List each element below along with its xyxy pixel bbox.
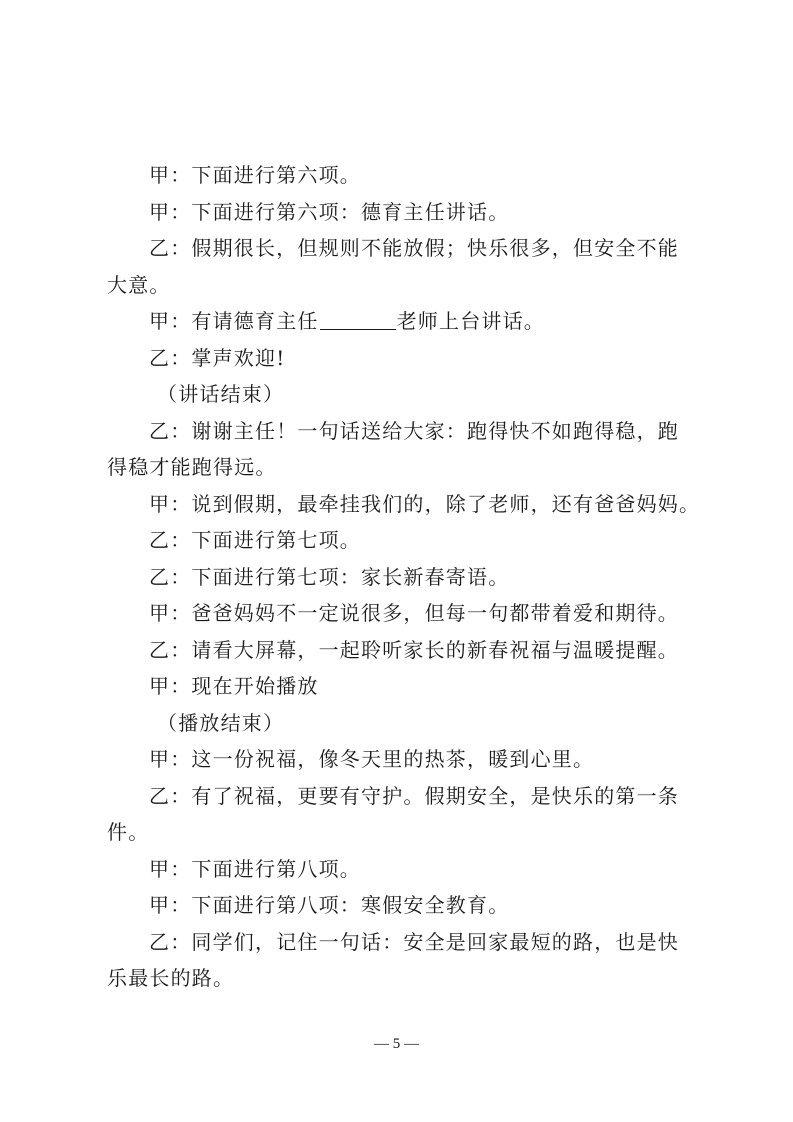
text-line: 乙：下面进行第七项：家长新春寄语。 — [149, 564, 510, 589]
text-segment: 老师上台讲话。 — [396, 309, 546, 333]
fill-in-blank — [320, 307, 396, 330]
page-number: — 5 — — [374, 1036, 419, 1052]
text-line: 甲：说到假期，最牵挂我们的，除了老师，还有爸爸妈妈。 — [149, 491, 701, 516]
text-line-with-blank — [107, 303, 689, 340]
text-line: 大意。 — [107, 272, 171, 297]
text-line: 乙：假期很长，但规则不能放假；快乐很多，但安全不能 — [149, 236, 679, 260]
text-line: 乐最长的路。 — [107, 966, 235, 990]
text-line: 乙：请看大屏幕，一起聆听家长的新春祝福与温暖提醒。 — [149, 637, 679, 662]
text-line: 甲：现在开始播放 — [149, 674, 319, 698]
text-line: 乙：掌声欢迎! — [149, 345, 286, 370]
stage-direction: （讲话结束） — [157, 382, 285, 406]
text-line: 甲：爸爸妈妈不一定说很多，但每一句都带着爱和期待。 — [149, 601, 679, 625]
text-line: 甲：下面进行第八项：寒假安全教育。 — [149, 893, 510, 917]
text-line: 甲：这一份祝福，像冬天里的热茶，暖到心里。 — [149, 747, 595, 771]
stage-direction: （播放结束） — [157, 710, 285, 735]
text-line: 甲：下面进行第六项：德育主任讲话。 — [149, 199, 510, 224]
text-line: 乙：有了祝福，更要有守护。假期安全，是快乐的第一条 — [149, 783, 679, 808]
text-line: 乙：同学们，记住一句话：安全是回家最短的路，也是快 — [149, 929, 679, 954]
document-body — [107, 157, 701, 997]
text-line: 甲：下面进行第八项。 — [149, 856, 361, 881]
text-segment: 甲：有请德育主任 — [149, 309, 319, 333]
text-line: 件。 — [107, 820, 150, 844]
text-line: 得稳才能跑得远。 — [107, 455, 277, 479]
text-line: 甲：下面进行第六项。 — [149, 163, 361, 187]
text-line: 乙：下面进行第七项。 — [149, 528, 361, 552]
text-line: 乙：谢谢主任！一句话送给大家：跑得快不如跑得稳，跑 — [149, 418, 679, 443]
